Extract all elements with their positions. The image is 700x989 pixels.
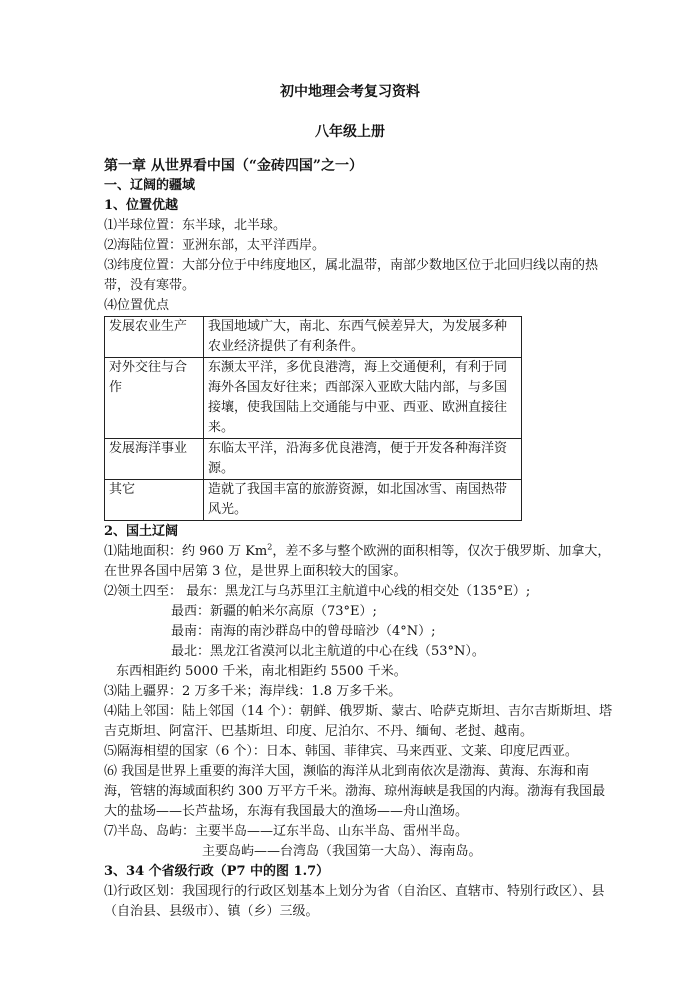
document-body (104, 156, 614, 922)
table-cell-label: 对外交往与合作 (105, 358, 204, 439)
table-row (105, 358, 522, 439)
border-length: ⑶陆上疆界：2 万多千米；海岸线：1.8 万多千米。 (104, 684, 402, 699)
position-advantages-table (104, 316, 522, 521)
table-row (105, 317, 522, 358)
table-cell-desc: 东濒太平洋，多优良港湾，海上交通便利，有利于同海外各国友好往来；西部深入亚欧大陆内部，与多国接壤，使我国陆上交通能与中亚、西亚、欧洲直接往来。 (204, 358, 522, 439)
table-cell-label: 其它 (105, 480, 204, 521)
land-sea-position: ⑵海陆位置：亚洲东部，太平洋西岸。 (104, 238, 326, 253)
hemisphere-position: ⑴半球位置：东半球，北半球。 (104, 218, 287, 233)
land-area (104, 542, 614, 582)
document-title: 初中地理会考复习资料 (280, 84, 420, 100)
subsection-heading-provinces: 3、34 个省级行政（P7 中的图 1.7） (104, 864, 330, 879)
administrative-divisions: ⑴行政区划：我国现行的行政区划基本上划分为省（自治区、直辖市、特别行政区）、县（自治县、县级市）、镇（乡）三级。 (104, 884, 605, 919)
peninsulas: ⑺半岛、岛屿：主要半岛——辽东半岛、山东半岛、雷州半岛。 (104, 824, 469, 839)
chapter-title: 第一章 从世界看中国（“金砖四国”之一） (104, 158, 363, 174)
table-cell-label: 发展农业生产 (105, 317, 204, 358)
extreme-point-west: 最西：新疆的帕米尔高原（73°E）; (171, 604, 377, 619)
table-cell-desc: 造就了我国丰富的旅游资源，如北国冰雪、南国热带风光。 (204, 480, 522, 521)
document-subtitle: 八年级上册 (315, 124, 385, 140)
islands: 主要岛屿——台湾岛（我国第一大岛）、海南岛。 (202, 844, 482, 859)
table-cell-label: 发展海洋事业 (105, 439, 204, 480)
subsection-heading-territory: 2、国土辽阔 (104, 524, 179, 539)
position-advantages-label: ⑷位置优点 (104, 298, 170, 313)
subsection-heading-location: 1、位置优越 (104, 198, 179, 213)
land-area-superscript: 2 (267, 542, 273, 552)
table-row (105, 480, 522, 521)
land-neighbors: ⑷陆上邻国：陆上邻国（14 个）：朝鲜、俄罗斯、蒙古、哈萨克斯坦、吉尔吉斯斯坦、塔吉克斯坦、阿富汗、巴基斯坦、印度、尼泊尔、不丹、缅甸、老挝、越南。 (104, 704, 613, 739)
east-west-distance: 东西相距约 5000 千米，南北相距约 5500 千米。 (116, 664, 407, 679)
land-area-text-rest: ，差不多与整个欧洲的面积相等，仅次于俄罗斯、加拿大，在世界各国中居第 3 位，是世界上面积较大的国家。 (104, 544, 611, 579)
table-row (105, 439, 522, 480)
table-cell-desc: 东临太平洋，沿海多优良港湾，便于开发各种海洋资源。 (204, 439, 522, 480)
extreme-point-north: 最北：黑龙江省漠河以北主航道的中心在线（53°N）。 (171, 644, 485, 659)
section-heading: 一、辽阔的疆域 (104, 178, 196, 193)
extreme-point-east: ⑵领土四至： 最东：黑龙江与乌苏里江主航道中心线的相交处（135°E）; (104, 584, 531, 599)
ocean-description: ⑹ 我国是世界上重要的海洋大国，濒临的海洋从北到南依次是渤海、黄海、东海和南海，管辖的海域面积约 300 万平方千米。渤海、琼州海峡是我国的内海。渤海有我国最大的盐场——长芦盐场，东海有我国最大的渔场——舟山渔场。 (104, 764, 606, 819)
table-cell-desc: 我国地域广大，南北、东西气候差异大，为发展多种农业经济提供了有利条件。 (204, 317, 522, 358)
latitude-position: ⑶纬度位置：大部分位于中纬度地区，属北温带，南部少数地区位于北回归线以南的热带，没有寒带。 (104, 258, 599, 293)
sea-neighbors: ⑸隔海相望的国家（6 个）：日本、韩国、菲律宾、马来西亚、文莱、印度尼西亚。 (104, 744, 578, 759)
land-area-text: ⑴陆地面积：约 960 万 Km (104, 544, 268, 559)
extreme-point-south: 最南：南海的南沙群岛中的曾母暗沙（4°N）; (171, 624, 436, 639)
